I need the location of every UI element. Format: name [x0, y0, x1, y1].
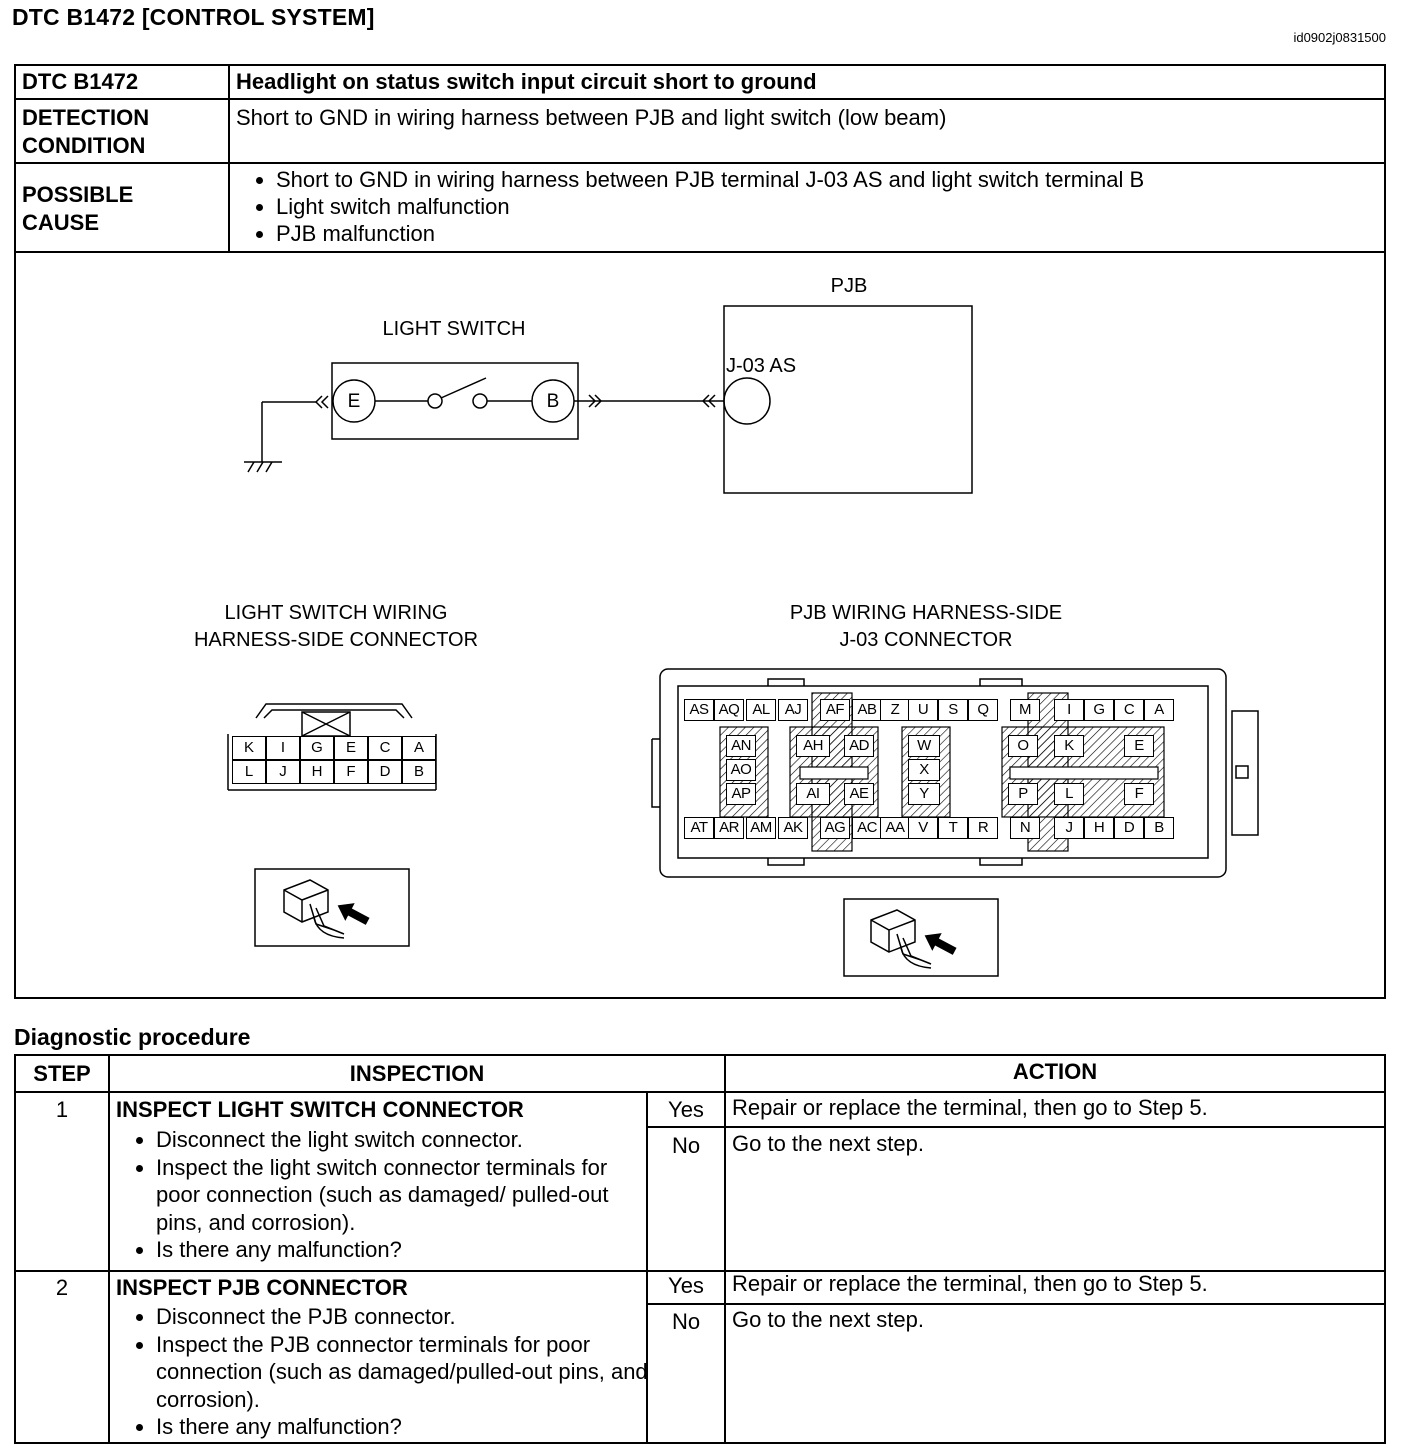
pjb-pin: L [1054, 783, 1084, 805]
pjb-pin: M [1010, 699, 1040, 721]
document-id: id0902j0831500 [1293, 30, 1386, 45]
no-action: Go to the next step. [732, 1131, 925, 1156]
pjb-pin: AP [726, 783, 756, 805]
ls-connector-title-line1: LIGHT SWITCH WIRING [224, 602, 448, 624]
step-instructions [126, 1126, 656, 1264]
pjb-pin: AK [778, 817, 808, 839]
pjb-terminal-label: J-03 AS [726, 355, 797, 377]
pjb-pin: AJ [778, 699, 808, 721]
pjb-pin: N [1010, 817, 1040, 839]
pjb-terminal-circle [724, 378, 770, 424]
yes-label: Yes [668, 1097, 704, 1122]
ls-pin: H [300, 760, 334, 784]
ls-pin: A [402, 736, 436, 760]
light-switch-label: LIGHT SWITCH [382, 318, 526, 340]
pjb-pin: R [968, 817, 998, 839]
pjb-pin: Y [908, 783, 940, 805]
instruction-item: • Is there any malfunction? [156, 1236, 656, 1264]
pjb-pin: F [1124, 783, 1154, 805]
pjb-pin: AN [726, 735, 756, 757]
detection-label-line1: DETECTION [22, 105, 150, 130]
cause-item: • PJB malfunction [276, 220, 1144, 247]
ls-pin: F [334, 760, 368, 784]
pjb-pin: AT [684, 817, 714, 839]
column-divider [108, 1056, 110, 1442]
column-header-inspection: INSPECTION [349, 1061, 485, 1086]
pjb-pin: AA [880, 817, 910, 839]
pjb-pin: H [1084, 817, 1114, 839]
step-title: INSPECT PJB CONNECTOR [116, 1275, 408, 1300]
ls-pin: G [300, 736, 334, 760]
ls-pin: C [368, 736, 402, 760]
instruction-item: • Inspect the PJB connector terminals for poor connection (such as damaged/pulled-out pins, and corrosion). [156, 1331, 666, 1414]
pjb-box [724, 306, 972, 493]
cause-item: • Light switch malfunction [276, 193, 1144, 220]
pjb-pin: AS [684, 699, 714, 721]
pjb-pin: AI [796, 783, 830, 805]
no-action: Go to the next step. [732, 1307, 925, 1332]
pjb-pin: U [908, 699, 938, 721]
pjb-pin: AQ [714, 699, 744, 721]
ls-pin: E [334, 736, 368, 760]
instruction-item: • Inspect the light switch connector terminals for poor connection (such as damaged/ pulled-out pins, and corrosion). [156, 1154, 656, 1237]
ls-pin: L [232, 760, 266, 784]
step-number: 2 [55, 1275, 69, 1300]
detection-condition: Short to GND in wiring harness between PJB and light switch (low beam) [236, 105, 947, 130]
dtc-code: DTC B1472 [22, 69, 139, 94]
pjb-pin: AG [820, 817, 850, 839]
switch-contact [428, 394, 442, 408]
pjb-pin: C [1114, 699, 1144, 721]
dtc-description: Headlight on status switch input circuit short to ground [236, 69, 817, 94]
pjb-pin: E [1124, 735, 1154, 757]
pjb-pin: W [908, 735, 940, 757]
ls-pin: K [232, 736, 266, 760]
no-label: No [671, 1133, 701, 1158]
pjb-pin: P [1008, 783, 1038, 805]
yes-action: Repair or replace the terminal, then go to Step 5. [732, 1271, 1208, 1296]
pjb-pin: O [1008, 735, 1038, 757]
pjb-pin: Z [880, 699, 910, 721]
column-divider [724, 1056, 726, 1442]
no-label: No [671, 1309, 701, 1334]
pjb-pin: AD [844, 735, 874, 757]
pjb-label: PJB [830, 275, 868, 297]
column-header-step: STEP [33, 1061, 91, 1086]
cause-label-line2: CAUSE [22, 210, 100, 235]
step-number: 1 [55, 1097, 69, 1122]
pjb-pin: S [938, 699, 968, 721]
pjb-pin: T [938, 817, 968, 839]
pjb-pin: AB [852, 699, 882, 721]
pjb-pin: K [1054, 735, 1084, 757]
pjb-pin: AO [726, 759, 756, 781]
switch-contact [473, 394, 487, 408]
pjb-connector-title-line1: PJB WIRING HARNESS-SIDE [789, 602, 1063, 624]
pjb-pin: G [1084, 699, 1114, 721]
pjb-pin: Q [968, 699, 998, 721]
switch-blade [441, 378, 486, 398]
ls-pin: B [402, 760, 436, 784]
pjb-connector-title-line2: J-03 CONNECTOR [839, 629, 1013, 651]
page-title: DTC B1472 [CONTROL SYSTEM] [12, 4, 375, 30]
pjb-pin: AM [746, 817, 776, 839]
step-title: INSPECT LIGHT SWITCH CONNECTOR [116, 1097, 524, 1122]
pjb-pin: AH [796, 735, 830, 757]
procedure-table [14, 1054, 1386, 1444]
pjb-pin: AR [714, 817, 744, 839]
probe-illustration-ls [254, 868, 410, 948]
row-divider [646, 1303, 1384, 1305]
ls-pin: D [368, 760, 402, 784]
terminal-b-label: B [546, 391, 560, 412]
pjb-pin: B [1144, 817, 1174, 839]
dtc-table [14, 64, 1386, 999]
row-divider [646, 1126, 1384, 1128]
terminal-e-label: E [347, 391, 361, 412]
instruction-item: • Disconnect the light switch connector. [156, 1126, 656, 1154]
detection-label-line2: CONDITION [22, 133, 146, 158]
pjb-pin: AE [844, 783, 874, 805]
ls-connector-title-line2: HARNESS-SIDE CONNECTOR [193, 629, 479, 651]
instruction-item: • Disconnect the PJB connector. [156, 1303, 666, 1331]
pjb-pin: J [1054, 817, 1084, 839]
section-heading: Diagnostic procedure [14, 1024, 251, 1050]
column-header-action: ACTION [1012, 1059, 1098, 1084]
pjb-pin: AC [852, 817, 882, 839]
step-instructions [126, 1303, 666, 1441]
pjb-pin: V [908, 817, 938, 839]
ls-pin: I [266, 736, 300, 760]
probe-illustration-pjb [843, 898, 999, 978]
yes-action: Repair or replace the terminal, then go to Step 5. [732, 1095, 1208, 1120]
cause-label-line1: POSSIBLE [22, 182, 134, 207]
pjb-pin: D [1114, 817, 1144, 839]
pjb-pin: A [1144, 699, 1174, 721]
pjb-pin: X [908, 759, 940, 781]
ls-pin: J [266, 760, 300, 784]
pjb-pin: I [1054, 699, 1084, 721]
yes-label: Yes [668, 1273, 704, 1298]
pjb-pin: AF [820, 699, 850, 721]
instruction-item: • Is there any malfunction? [156, 1413, 666, 1441]
pjb-pin: AL [746, 699, 776, 721]
cause-item: • Short to GND in wiring harness between PJB terminal J-03 AS and light switch terminal B [276, 166, 1144, 193]
